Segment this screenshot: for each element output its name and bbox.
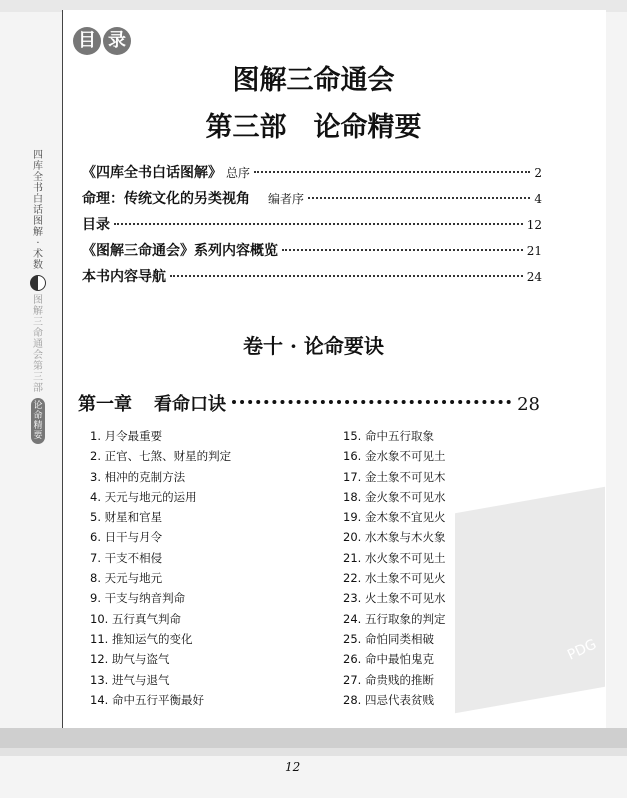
toc-leader <box>308 197 530 199</box>
toc-row[interactable] <box>82 214 542 240</box>
toc-leader <box>282 249 523 251</box>
toc-row[interactable] <box>82 162 542 188</box>
section-item[interactable]: 12. 助气与盗气 <box>90 652 170 667</box>
section-item[interactable]: 26. 命中最怕鬼克 <box>343 652 434 667</box>
contents-badge-char: 录 <box>103 27 131 55</box>
toc-leader <box>170 275 523 277</box>
toc-label: 《图解三命通会》系列内容概览 <box>82 243 278 259</box>
page-number: 12 <box>285 760 301 774</box>
volume-heading: 卷十 · 论命要诀 <box>243 334 384 358</box>
toc-page: 4 <box>534 192 542 206</box>
watermark-stamp <box>455 487 605 713</box>
toc-label: 命理：传统文化的另类视角 <box>82 191 250 207</box>
section-item[interactable]: 8. 天元与地元 <box>90 571 163 586</box>
toc-page: 24 <box>526 270 542 284</box>
spine-margin <box>28 150 48 444</box>
spine-series-title: 图解三命通会第三部 <box>33 295 43 394</box>
chapter-label: 第一章 <box>78 394 132 415</box>
section-item[interactable]: 1. 月令最重要 <box>90 429 163 443</box>
section-item[interactable]: 6. 日干与月令 <box>90 530 163 545</box>
section-item[interactable]: 20. 水木象与木火象 <box>343 530 446 545</box>
watermark-text: PDG <box>565 636 600 664</box>
section-item[interactable]: 4. 天元与地元的运用 <box>90 489 197 504</box>
section-item[interactable]: 23. 火土象不可见水 <box>343 591 446 606</box>
section-item[interactable]: 7. 干支不相侵 <box>90 550 163 565</box>
toc-label: 本书内容导航 <box>82 269 166 285</box>
toc-page: 12 <box>526 218 542 232</box>
section-item[interactable]: 22. 水土象不可见火 <box>343 571 446 586</box>
section-list-right <box>343 426 445 710</box>
section-item[interactable]: 19. 金木象不宜见火 <box>343 510 446 525</box>
section-item[interactable]: 27. 命贵贱的推断 <box>343 672 434 687</box>
section-item[interactable]: 5. 财星和官星 <box>90 510 163 525</box>
toc-leader <box>254 171 530 173</box>
section-item[interactable]: 10. 五行真气判命 <box>90 611 181 626</box>
section-item[interactable]: 24. 五行取象的判定 <box>343 611 446 626</box>
toc-sublabel: 总序 <box>226 166 251 180</box>
spine-section-badge: 论命精要 <box>31 398 45 444</box>
part-title: 第三部 论命精要 <box>205 112 422 143</box>
section-item[interactable]: 25. 命怕同类相破 <box>343 631 434 646</box>
bottom-band-light <box>0 748 627 756</box>
toc-row[interactable] <box>82 188 542 214</box>
section-list-left <box>90 426 231 710</box>
book-title: 图解三命通会 <box>232 65 395 96</box>
toc-label: 目录 <box>82 217 110 233</box>
chapter-leader <box>232 400 511 404</box>
toc-row[interactable] <box>82 240 542 266</box>
toc-page: 2 <box>534 166 542 180</box>
section-item[interactable]: 21. 水火象不可见土 <box>343 550 446 565</box>
yinyang-icon <box>30 275 46 291</box>
chapter-name: 看命口诀 <box>154 394 226 415</box>
section-item[interactable]: 9. 干支与纳音判命 <box>90 591 186 606</box>
toc-page: 21 <box>526 244 542 258</box>
section-item[interactable]: 2. 正官、七煞、财星的判定 <box>90 449 232 464</box>
contents-badge-char: 目 <box>73 27 101 55</box>
spine-book-title: 四库全书白话图解·术数 <box>33 150 43 271</box>
contents-badge <box>73 27 131 55</box>
section-item[interactable]: 18. 金火象不可见水 <box>343 489 446 504</box>
section-item[interactable]: 13. 进气与退气 <box>90 672 170 687</box>
toc-row[interactable] <box>82 266 542 292</box>
chapter-page: 28 <box>517 394 540 415</box>
toc-leader <box>114 223 523 225</box>
section-item[interactable]: 28. 四忌代表贫贱 <box>343 692 434 707</box>
section-item[interactable]: 15. 命中五行取象 <box>343 429 434 443</box>
front-matter-toc <box>82 162 542 292</box>
bottom-band <box>0 728 627 748</box>
section-item[interactable]: 17. 金土象不可见木 <box>343 469 446 484</box>
toc-sublabel: 编者序 <box>268 192 305 206</box>
section-item[interactable]: 3. 相冲的克制方法 <box>90 469 186 484</box>
section-item[interactable]: 14. 命中五行平衡最好 <box>90 692 204 707</box>
chapter-heading[interactable] <box>78 390 540 416</box>
section-item[interactable]: 11. 推知运气的变化 <box>90 631 193 646</box>
section-item[interactable]: 16. 金水象不可见土 <box>343 449 446 464</box>
toc-label: 《四库全书白话图解》 <box>82 165 222 181</box>
